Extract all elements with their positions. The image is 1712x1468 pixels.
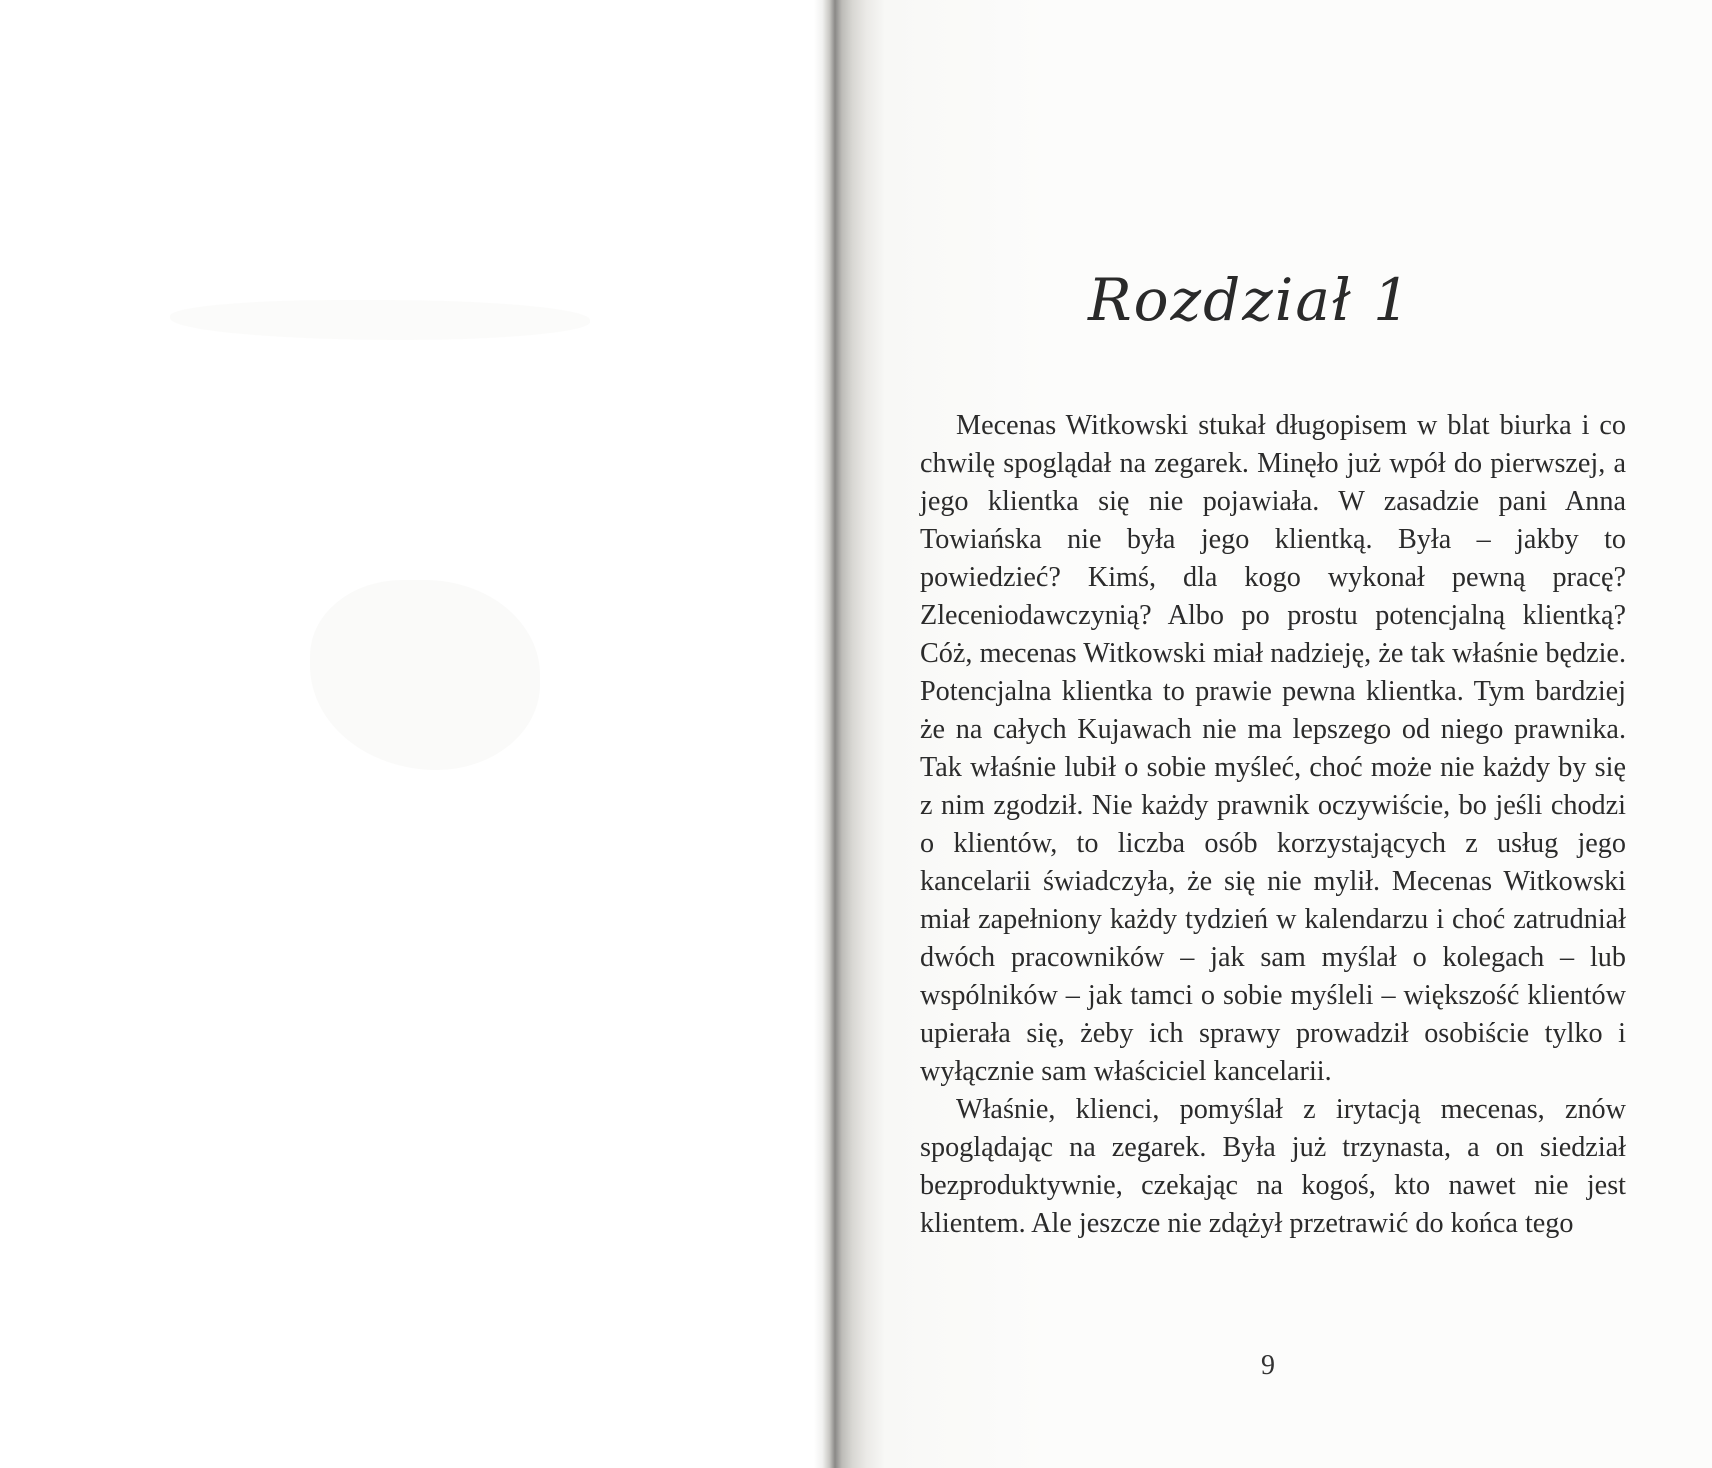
show-through-mark bbox=[310, 580, 540, 770]
show-through-mark bbox=[170, 300, 590, 340]
chapter-body-text bbox=[920, 407, 1626, 1243]
chapter-title: Rozdział 1 bbox=[1087, 266, 1413, 334]
left-page-blank bbox=[0, 0, 822, 1468]
book-gutter bbox=[814, 0, 884, 1468]
body-paragraph: Mecenas Witkowski stukał długopisem w blat biurka i co chwilę spoglądał na zegarek. Minęło już wpół do pierwszej, a jego klientka się nie pojawiała. W zasadzie pani Anna Towiańska nie była jego klientką. Była – jakby to powiedzieć? Kimś, dla kogo wykonał pewną pracę? Zleceniodawczynią? Albo po prostu potencjalną klientką? Cóż, mecenas Witkowski miał nadzieję, że tak właśnie będzie. Potencjalna klientka to prawie pewna klientka. Tym bardziej że na całych Kujawach nie ma lepszego od niego prawnika. Tak właśnie lubił o sobie myśleć, choć może nie każdy by się z nim zgodził. Nie każdy prawnik oczywiście, bo jeśli chodzi o klientów, to liczba osób korzystających z usług jego kancelarii świadczyła, że się nie mylił. Mecenas Witkowski miał zapełniony każdy tydzień w kalendarzu i choć zatrudniał dwóch pracowników – jak sam myślał o kolegach – lub wspólników – jak tamci o sobie myśleli – większość klientów upierała się, żeby ich sprawy prowadził osobiście tylko i wyłącznie sam właściciel kancelarii. bbox=[920, 410, 1626, 1087]
body-paragraph: Właśnie, klienci, pomyślał z irytacją mecenas, znów spoglądając na zegarek. Była już trzynasta, a on siedział bezproduktywnie, czekając na kogoś, kto nawet nie jest klientem. Ale jeszcze nie zdążył przetrawić do końca tego bbox=[920, 1094, 1626, 1239]
page-number: 9 bbox=[1261, 1350, 1275, 1381]
